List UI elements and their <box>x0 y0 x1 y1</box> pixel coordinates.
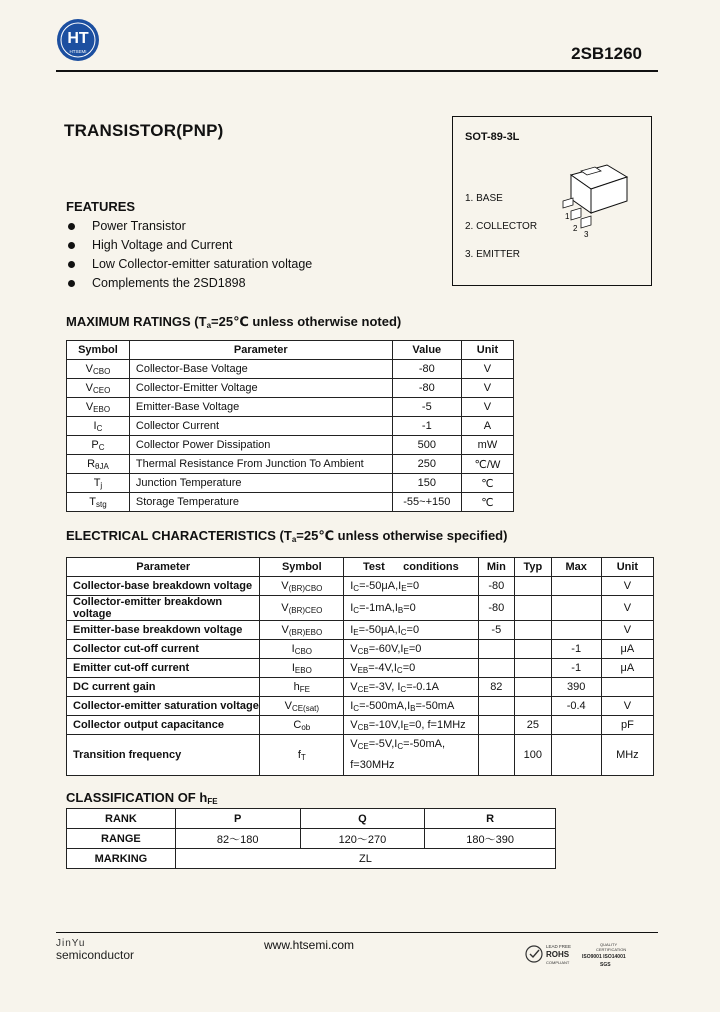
pin-2-label: 2. COLLECTOR <box>465 221 538 232</box>
condition-cell: $I_C=-50\mu A,I_E=0$ <box>344 577 478 596</box>
parameter-cell: Emitter-base breakdown voltage <box>67 621 260 640</box>
table-row <box>67 455 514 474</box>
value-cell: 500 <box>392 436 461 455</box>
unit-cell: V <box>601 577 653 596</box>
unit-cell: V <box>461 360 513 379</box>
max-cell: -1 <box>551 640 601 659</box>
max-cell <box>551 577 601 596</box>
symbol-cell: $V_{(BR)EBO}$ <box>260 621 344 640</box>
typ-cell <box>515 621 552 640</box>
unit-cell: V <box>601 621 653 640</box>
typ-cell: 25 <box>515 716 552 735</box>
unit-cell: ℃/W <box>461 455 513 474</box>
table-header-row: Symbol Parameter Value Unit <box>67 341 514 360</box>
parameter-cell: Collector output capacitance <box>67 716 260 735</box>
condition-cell: $V_{CE}=-3V$, $I_C=-0.1A$ <box>344 678 478 697</box>
parameter-cell: Transition frequency <box>67 735 260 776</box>
footer-divider <box>56 932 658 933</box>
classification-heading: CLASSIFICATION OF $h_{FE}$ <box>66 790 218 806</box>
package-box <box>452 116 652 286</box>
unit-cell: pF <box>601 716 653 735</box>
pin-number-1: 1 <box>565 212 570 221</box>
table-row <box>67 398 514 417</box>
parameter-cell: Collector-emitter saturation voltage <box>67 697 260 716</box>
unit-cell: A <box>461 417 513 436</box>
condition-cell: $I_E=-50\mu A,I_C=0$ <box>344 621 478 640</box>
table-row <box>67 678 654 697</box>
min-cell: -5 <box>478 621 515 640</box>
symbol-cell: $f_T$ <box>260 735 344 776</box>
range-row: RANGE 82～180 120～270 180～390 <box>67 829 556 849</box>
value-cell: -80 <box>392 360 461 379</box>
lead-free-text: LEAD FREE <box>546 944 572 949</box>
value-cell: 150 <box>392 474 461 493</box>
page-title: TRANSISTOR(PNP) <box>64 121 224 140</box>
symbol-cell: $T_{stg}$ <box>67 493 130 512</box>
max-cell: -0.4 <box>551 697 601 716</box>
parameter-cell: Collector Power Dissipation <box>129 436 392 455</box>
classification-table <box>66 808 556 869</box>
typ-cell <box>515 577 552 596</box>
condition-cell: $V_{EB}=-4V,I_C=0$ <box>344 659 478 678</box>
symbol-cell: $I_{CBO}$ <box>260 640 344 659</box>
table-row <box>67 577 654 596</box>
condition-cell: $I_C=-500mA,I_B=-50mA$ <box>344 697 478 716</box>
min-cell: 82 <box>478 678 515 697</box>
table-row <box>67 697 654 716</box>
unit-cell: μA <box>601 640 653 659</box>
parameter-cell: Collector Current <box>129 417 392 436</box>
table-row <box>67 621 654 640</box>
parameter-cell: Emitter-Base Voltage <box>129 398 392 417</box>
compliant-text: COMPLIANT <box>546 960 570 965</box>
table-row <box>67 735 654 776</box>
table-row <box>67 360 514 379</box>
parameter-cell: DC current gain <box>67 678 260 697</box>
parameter-cell: Thermal Resistance From Junction To Ambient <box>129 455 392 474</box>
parameter-cell: Collector-base breakdown voltage <box>67 577 260 596</box>
feature-item: Complements the 2SD1898 <box>66 274 312 293</box>
max-cell <box>551 621 601 640</box>
feature-item: Power Transistor <box>66 217 312 236</box>
certification-text: CERTIFICATION <box>596 947 627 952</box>
pin-1-label: 1. BASE <box>465 193 503 204</box>
max-ratings-table <box>66 340 514 512</box>
electrical-table <box>66 557 654 776</box>
table-row <box>67 596 654 621</box>
sgs-text: SGS <box>600 962 611 968</box>
symbol-cell: $h_{FE}$ <box>260 678 344 697</box>
electrical-heading: ELECTRICAL CHARACTERISTICS ($T_a=25℃$ unless otherwise specified) <box>66 528 508 544</box>
company-logo <box>56 18 100 62</box>
unit-cell: μA <box>601 659 653 678</box>
value-cell: -80 <box>392 379 461 398</box>
unit-cell: V <box>601 697 653 716</box>
min-cell <box>478 697 515 716</box>
min-cell <box>478 716 515 735</box>
bullet-icon <box>68 242 75 249</box>
min-cell <box>478 659 515 678</box>
parameter-cell: Collector-Emitter Voltage <box>129 379 392 398</box>
min-cell <box>478 735 515 776</box>
min-cell <box>478 640 515 659</box>
pin-number-3: 3 <box>584 230 589 239</box>
company-name-bottom: semiconductor <box>56 948 135 962</box>
table-row <box>67 716 654 735</box>
table-row <box>67 659 654 678</box>
table-row <box>67 436 514 455</box>
symbol-cell: $V_{EBO}$ <box>67 398 130 417</box>
min-cell: -80 <box>478 596 515 621</box>
condition-cell: $V_{CE}=-5V,I_C=-50mA$, f=30MHz <box>344 735 478 776</box>
parameter-cell: Emitter cut-off current <box>67 659 260 678</box>
symbol-cell: $T_j$ <box>67 474 130 493</box>
iso-text: ISO9001 ISO14001 <box>582 954 626 960</box>
symbol-cell: $I_C$ <box>67 417 130 436</box>
typ-cell <box>515 697 552 716</box>
parameter-cell: Storage Temperature <box>129 493 392 512</box>
rank-row: RANK P Q R <box>67 809 556 829</box>
marking-row: MARKING ZL <box>67 849 556 869</box>
parameter-cell: Junction Temperature <box>129 474 392 493</box>
value-cell: -5 <box>392 398 461 417</box>
features-list <box>66 217 312 293</box>
website-link[interactable]: www.htsemi.com <box>264 938 355 952</box>
symbol-cell: $V_{CBO}$ <box>67 360 130 379</box>
logo-subtext: HTSEMI <box>69 49 87 54</box>
condition-cell: $I_C=-1mA,I_B=0$ <box>344 596 478 621</box>
features-heading: FEATURES <box>66 199 136 214</box>
table-row <box>67 493 514 512</box>
typ-cell: 100 <box>515 735 552 776</box>
unit-cell: ℃ <box>461 474 513 493</box>
rohs-text: ROHS <box>546 950 570 959</box>
quality-text: QUALITY <box>600 942 618 947</box>
typ-cell <box>515 640 552 659</box>
condition-cell: $V_{CB}=-10V,I_E=0$, f=1MHz <box>344 716 478 735</box>
bullet-icon <box>68 280 75 287</box>
bullet-icon <box>68 223 75 230</box>
table-row <box>67 379 514 398</box>
unit-cell: V <box>461 398 513 417</box>
check-icon <box>530 950 539 957</box>
table-row <box>67 474 514 493</box>
pin-number-2: 2 <box>573 224 578 233</box>
typ-cell <box>515 678 552 697</box>
parameter-cell: Collector-Base Voltage <box>129 360 392 379</box>
package-name: SOT-89-3L <box>465 131 520 143</box>
value-cell: 250 <box>392 455 461 474</box>
symbol-cell: $R_{\theta JA}$ <box>67 455 130 474</box>
table-row <box>67 417 514 436</box>
max-cell: -1 <box>551 659 601 678</box>
symbol-cell: $P_C$ <box>67 436 130 455</box>
value-cell: -55~+150 <box>392 493 461 512</box>
unit-cell <box>601 678 653 697</box>
max-cell <box>551 735 601 776</box>
package-drawing <box>551 161 635 239</box>
part-number: 2SB1260 <box>571 44 642 63</box>
symbol-cell: $V_{CE(sat)}$ <box>260 697 344 716</box>
unit-cell: V <box>601 596 653 621</box>
table-header-row: Parameter Symbol Test conditions Min Typ Max Unit <box>67 558 654 577</box>
table-row <box>67 640 654 659</box>
symbol-cell: $V_{(BR)CEO}$ <box>260 596 344 621</box>
header-divider <box>56 70 658 72</box>
feature-item: High Voltage and Current <box>66 236 312 255</box>
company-name-top: JinYu <box>56 938 86 949</box>
bullet-icon <box>68 261 75 268</box>
parameter-cell: Collector-emitter breakdown voltage <box>67 596 260 621</box>
unit-cell: mW <box>461 436 513 455</box>
max-cell <box>551 716 601 735</box>
symbol-cell: $I_{EBO}$ <box>260 659 344 678</box>
value-cell: -1 <box>392 417 461 436</box>
max-ratings-heading: MAXIMUM RATINGS ($T_a=25℃$ unless otherwise noted) <box>66 314 402 330</box>
unit-cell: V <box>461 379 513 398</box>
max-cell <box>551 596 601 621</box>
typ-cell <box>515 659 552 678</box>
pin-3-label: 3. EMITTER <box>465 249 521 260</box>
feature-item: Low Collector-emitter saturation voltage <box>66 255 312 274</box>
typ-cell <box>515 596 552 621</box>
max-cell: 390 <box>551 678 601 697</box>
logo-text: HT <box>67 30 89 47</box>
unit-cell: ℃ <box>461 493 513 512</box>
unit-cell: MHz <box>601 735 653 776</box>
symbol-cell: $V_{CEO}$ <box>67 379 130 398</box>
condition-cell: $V_{CB}=-60V,I_E=0$ <box>344 640 478 659</box>
certification-logos <box>524 940 636 968</box>
min-cell: -80 <box>478 577 515 596</box>
symbol-cell: $C_{ob}$ <box>260 716 344 735</box>
symbol-cell: $V_{(BR)CBO}$ <box>260 577 344 596</box>
parameter-cell: Collector cut-off current <box>67 640 260 659</box>
